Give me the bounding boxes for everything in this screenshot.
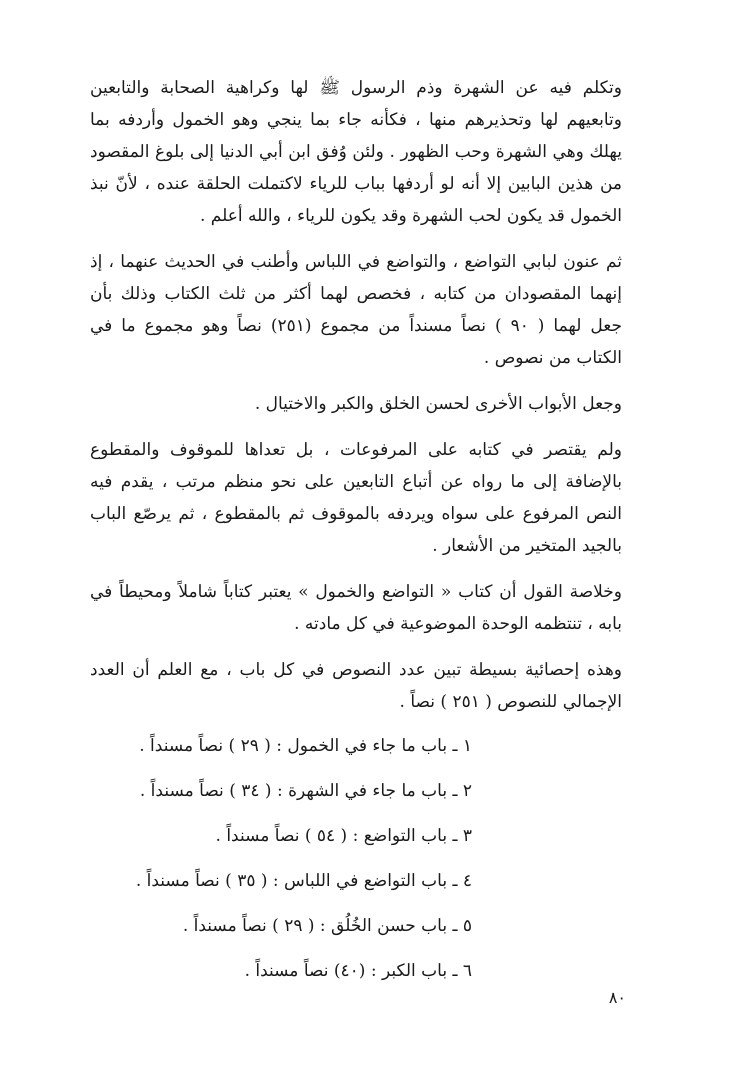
list-item: ١ ـ باب ما جاء في الخمول : ( ٢٩ ) نصاً مسنداً . [139, 736, 472, 756]
list-item: ٤ ـ باب التواضع في اللباس : ( ٣٥ ) نصاً مسنداً . [135, 871, 472, 891]
paragraph-fame-and-obscurity: وتكلم فيه عن الشهرة وذم الرسول ﷺ لها وكراهية الصحابة والتابعين وتابعيهم لها وتحذيرهم منها ، فكأنه جاء بما ينجي وهو الخمول وأردفه بما يهلك وهي الشهرة وحب الظهور . ولئن وُفق ابن أبي الدنيا إلى بلوغ المقصود من هذين البابين إلا أنه لو أردفها بباب للرياء لاكتملت الحلقة عنده ، لأنّ نبذ الخمول قد يكون لحب الشهرة وقد يكون للرياء ، والله أعلم . [90, 78, 622, 226]
paragraph-summary: وخلاصة القول أن كتاب « التواضع والخمول » يعتبر كتاباً شاملاً ومحيطاً في بابه ، تنتظمه الوحدة الموضوعية في كل مادته . [90, 582, 622, 634]
paragraph-narration-types: ولم يقتصر في كتابه على المرفوعات ، بل تعداها للموقوف والمقطوع بالإضافة إلى ما رواه عن أتباع التابعين على نحو منظم مرتب ، يقدم فيه النص المرفوع على سواه ويردفه بالموقوف ثم بالمقطوع ، ثم يرصّع الباب بالجيد المتخير من الأشعار . [90, 440, 622, 556]
paragraph-humility-chapters: ثم عنون لبابي التواضع ، والتواضع في اللباس وأطنب في الحديث عنهما ، إذ إنهما المقصودان من كتابه ، فخصص لهما أكثر من ثلث الكتاب وذلك بأن جعل لهما ( ٩٠ ) نصاً مسنداً من مجموع (٢٥١) نصاً وهو مجموع ما في الكتاب من نصوص . [90, 252, 622, 368]
page-body [90, 72, 622, 1002]
list-item: ٦ ـ باب الكبر : (٤٠) نصاً مسنداً . [244, 961, 472, 981]
list-item: ٥ ـ باب حسن الخُلُق : ( ٢٩ ) نصاً مسنداً . [182, 916, 472, 936]
list-item: ٣ ـ باب التواضع : ( ٥٤ ) نصاً مسنداً . [215, 826, 472, 846]
paragraph-statistics-intro: وهذه إحصائية بسيطة تبين عدد النصوص في كل باب ، مع العلم أن العدد الإجمالي للنصوص ( ٢٥١ ) نصاً . [90, 660, 622, 712]
chapter-statistics-list [90, 732, 622, 986]
list-item: ٢ ـ باب ما جاء في الشهرة : ( ٣٤ ) نصاً مسنداً . [139, 781, 472, 801]
paragraph-other-chapters: وجعل الأبواب الأخرى لحسن الخلق والكبر والاختيال . [254, 394, 622, 414]
page-number: ٨٠ [608, 988, 626, 1007]
